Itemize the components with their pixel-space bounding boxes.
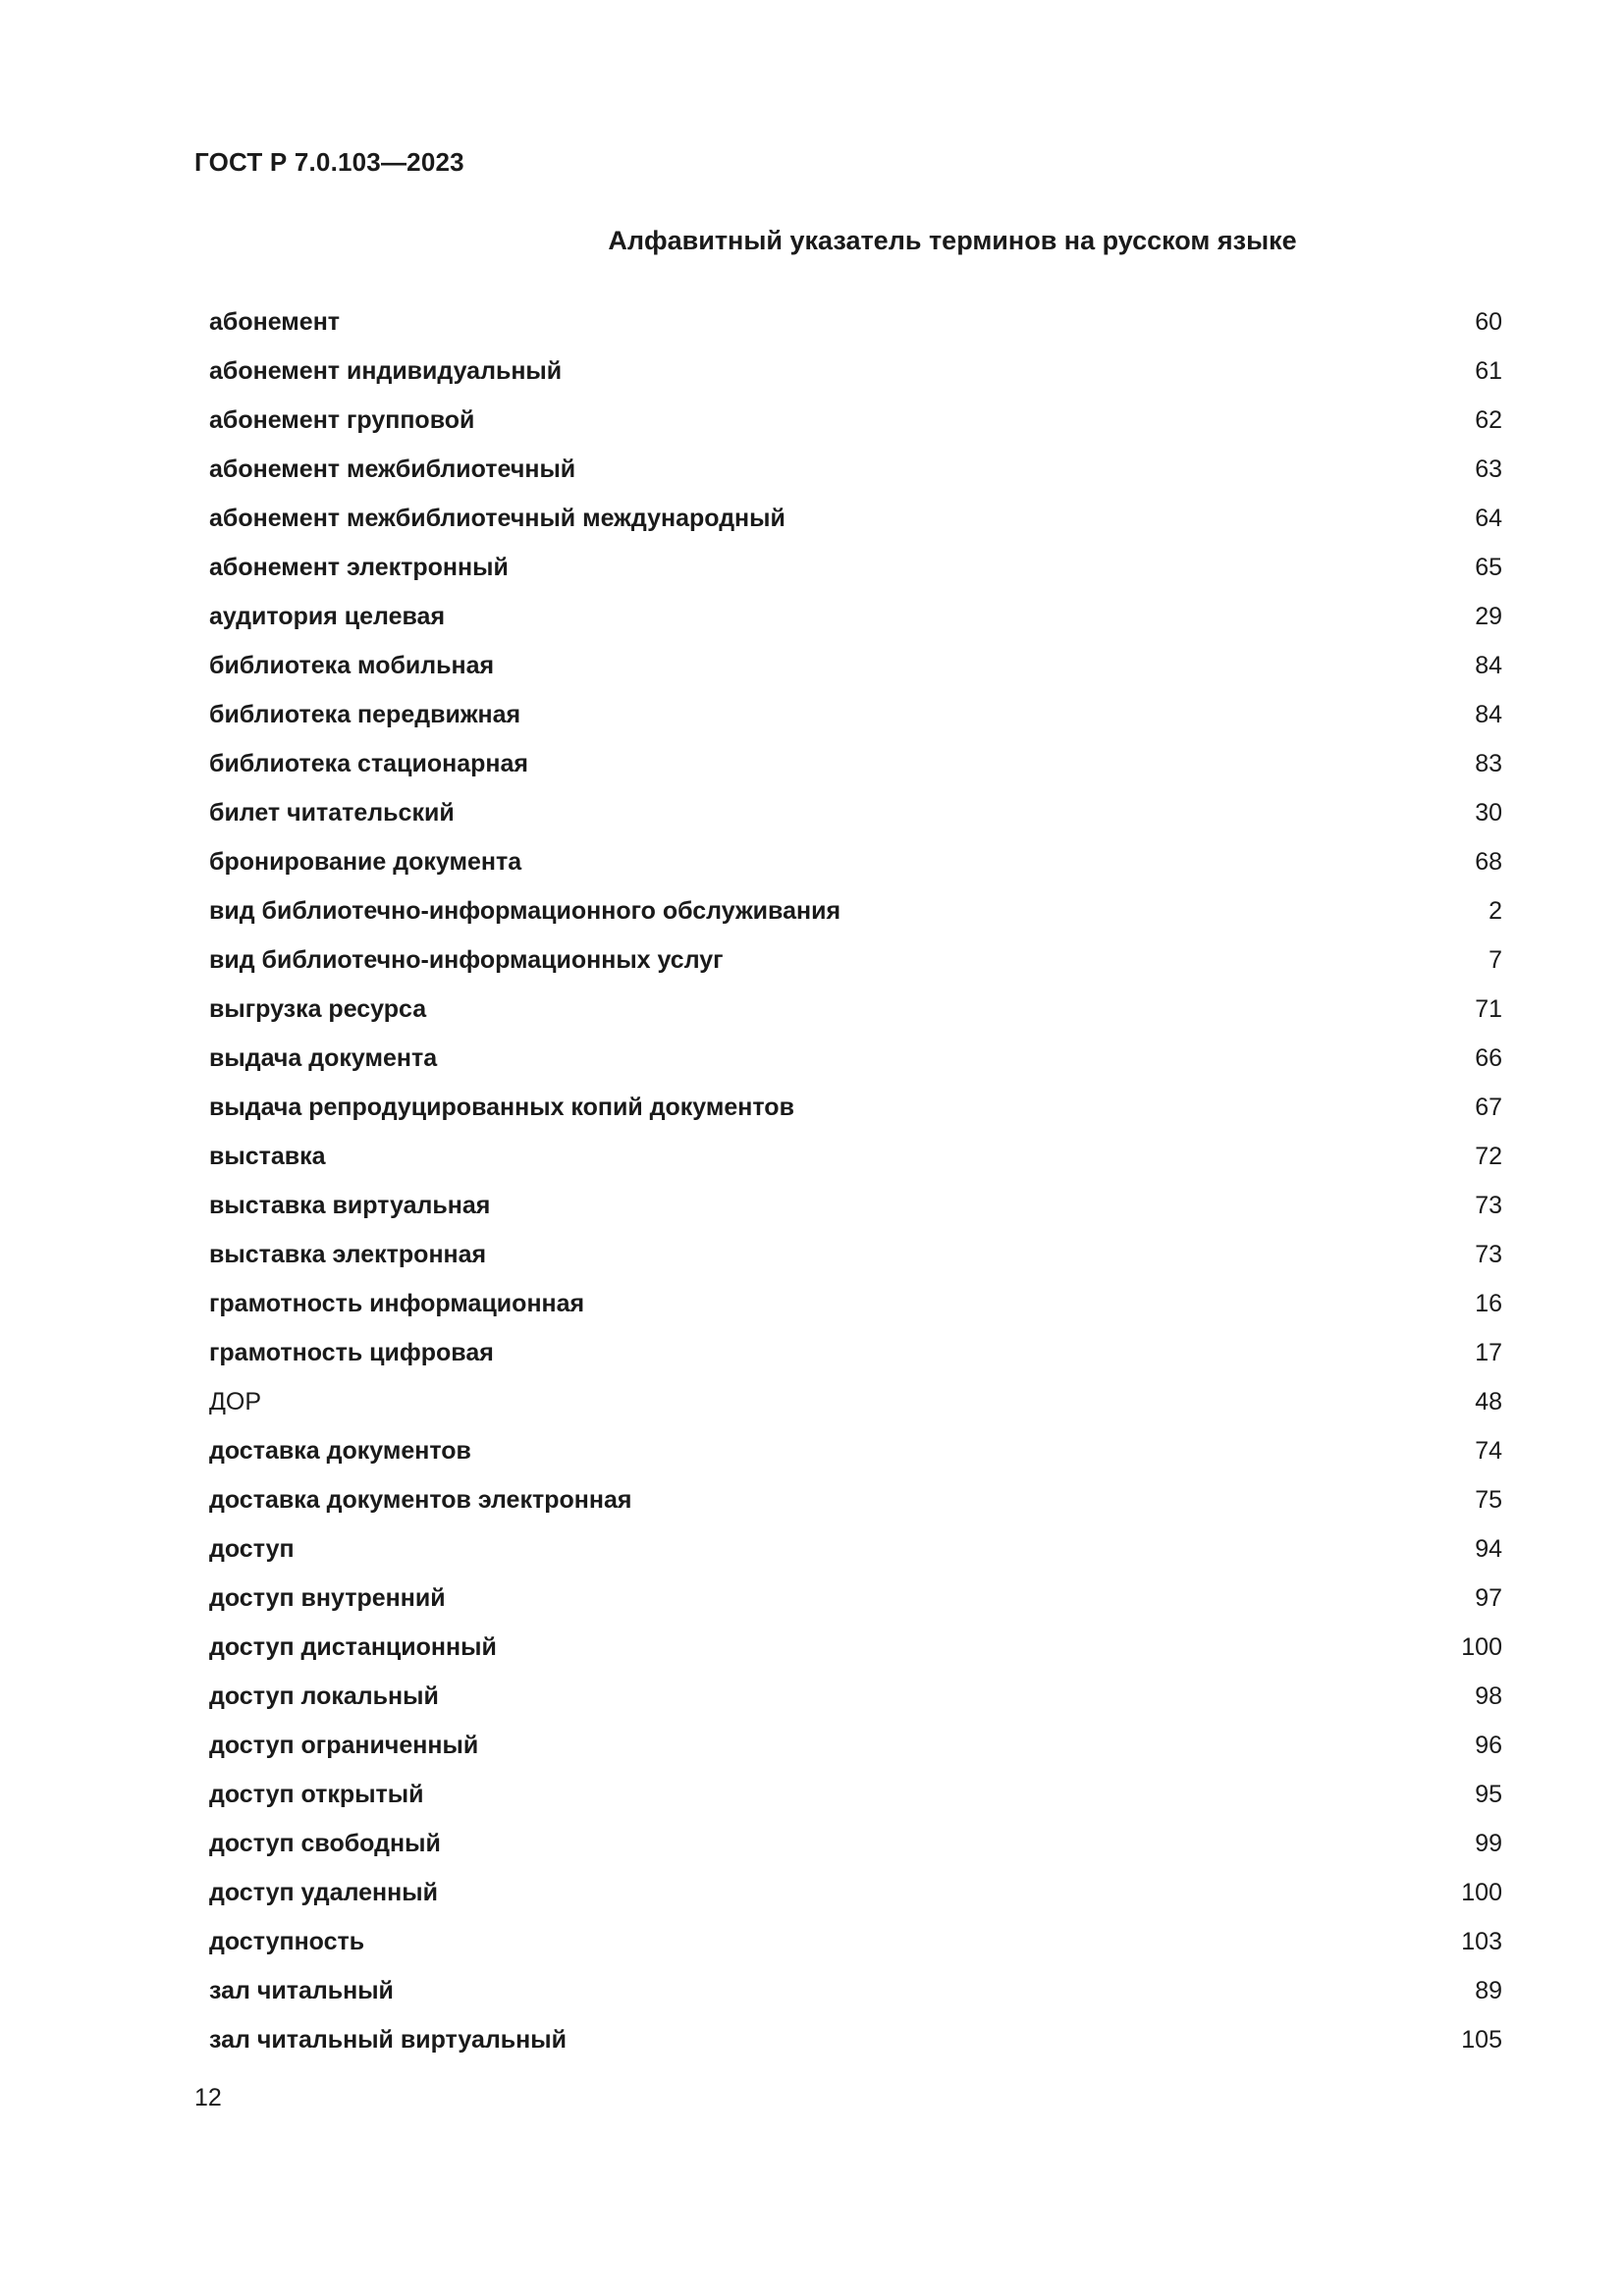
index-term-number: 64 xyxy=(1475,504,1502,532)
index-entry xyxy=(209,1819,1502,1868)
index-term: выставка виртуальная xyxy=(209,1191,491,1219)
index-entry xyxy=(209,592,1502,641)
page-number: 12 xyxy=(194,2084,222,2111)
index-term: ДОР xyxy=(209,1387,262,1415)
index-entry xyxy=(209,445,1502,494)
index-entry xyxy=(209,1524,1502,1574)
document-code: ГОСТ Р 7.0.103—2023 xyxy=(194,147,464,177)
index-term-number: 94 xyxy=(1475,1534,1502,1563)
index-term: доступ xyxy=(209,1534,295,1563)
index-entry xyxy=(209,1966,1502,2015)
index-entry xyxy=(209,2015,1502,2064)
index-term-number: 97 xyxy=(1475,1583,1502,1612)
index-entry xyxy=(209,1181,1502,1230)
index-entry xyxy=(209,1868,1502,1917)
index-term: абонемент групповой xyxy=(209,405,475,434)
index-entry xyxy=(209,494,1502,543)
index-entry xyxy=(209,347,1502,396)
index-term-number: 72 xyxy=(1475,1142,1502,1170)
index-term: библиотека стационарная xyxy=(209,749,528,777)
index-term: выставка электронная xyxy=(209,1240,487,1268)
index-term-number: 67 xyxy=(1475,1093,1502,1121)
index-entry xyxy=(209,1426,1502,1475)
index-entry xyxy=(209,1083,1502,1132)
index-term-number: 60 xyxy=(1475,307,1502,336)
index-term: библиотека мобильная xyxy=(209,651,495,679)
index-entry xyxy=(209,543,1502,592)
index-entry xyxy=(209,690,1502,739)
index-term-number: 96 xyxy=(1475,1731,1502,1759)
index-term: выдача репродуцированных копий документов xyxy=(209,1093,794,1121)
index-entry xyxy=(209,1132,1502,1181)
index-term: выгрузка ресурса xyxy=(209,994,427,1023)
index-entry xyxy=(209,837,1502,886)
index-term: доступ дистанционный xyxy=(209,1632,497,1661)
index-term-number: 89 xyxy=(1475,1976,1502,2004)
index-term: доставка документов xyxy=(209,1436,471,1465)
index-entry xyxy=(209,1034,1502,1083)
index-entry xyxy=(209,1328,1502,1377)
index-term: абонемент межбиблиотечный международный xyxy=(209,504,785,532)
index-term-number: 30 xyxy=(1475,798,1502,827)
index-term-number: 2 xyxy=(1489,896,1502,925)
index-entry xyxy=(209,396,1502,445)
index-entry xyxy=(209,1574,1502,1623)
index-term-number: 99 xyxy=(1475,1829,1502,1857)
index-term-number: 63 xyxy=(1475,454,1502,483)
index-term: зал читальный xyxy=(209,1976,394,2004)
index-term: доступ внутренний xyxy=(209,1583,446,1612)
index-term-number: 105 xyxy=(1461,2025,1502,2054)
index-term: выставка xyxy=(209,1142,326,1170)
index-term: аудитория целевая xyxy=(209,602,446,630)
index-term-number: 75 xyxy=(1475,1485,1502,1514)
index-term: доступ открытый xyxy=(209,1780,424,1808)
index-term-number: 73 xyxy=(1475,1240,1502,1268)
index-entry xyxy=(209,1377,1502,1426)
index-term-number: 100 xyxy=(1461,1878,1502,1906)
index-term: доставка документов электронная xyxy=(209,1485,632,1514)
index-term: доступ ограниченный xyxy=(209,1731,479,1759)
index-entry xyxy=(209,1721,1502,1770)
index-entry xyxy=(209,1230,1502,1279)
index-term: грамотность цифровая xyxy=(209,1338,494,1366)
index-entry xyxy=(209,1279,1502,1328)
index-title: Алфавитный указатель терминов на русском языке xyxy=(608,226,1297,255)
index-term: грамотность информационная xyxy=(209,1289,585,1317)
index-entry xyxy=(209,985,1502,1034)
index-term: абонемент электронный xyxy=(209,553,509,581)
index-entry xyxy=(209,935,1502,985)
index-term: библиотека передвижная xyxy=(209,700,521,728)
index-term-number: 66 xyxy=(1475,1043,1502,1072)
index-term-number: 61 xyxy=(1475,356,1502,385)
index-entry xyxy=(209,1623,1502,1672)
index-term: доступ удаленный xyxy=(209,1878,438,1906)
index-entry xyxy=(209,739,1502,788)
term-index-list xyxy=(209,297,1502,2064)
index-entry xyxy=(209,297,1502,347)
index-entry xyxy=(209,788,1502,837)
index-term: абонемент межбиблиотечный xyxy=(209,454,576,483)
index-term-number: 65 xyxy=(1475,553,1502,581)
index-entry xyxy=(209,1672,1502,1721)
index-term-number: 100 xyxy=(1461,1632,1502,1661)
index-term-number: 73 xyxy=(1475,1191,1502,1219)
index-term: абонемент xyxy=(209,307,341,336)
index-term-number: 84 xyxy=(1475,700,1502,728)
index-entry xyxy=(209,886,1502,935)
index-term: доступ свободный xyxy=(209,1829,441,1857)
index-term-number: 68 xyxy=(1475,847,1502,876)
index-term-number: 48 xyxy=(1475,1387,1502,1415)
index-term: доступность xyxy=(209,1927,365,1955)
index-term-number: 84 xyxy=(1475,651,1502,679)
index-term-number: 16 xyxy=(1475,1289,1502,1317)
index-entry xyxy=(209,1475,1502,1524)
index-term-number: 29 xyxy=(1475,602,1502,630)
index-term: бронирование документа xyxy=(209,847,522,876)
index-entry xyxy=(209,641,1502,690)
index-term-number: 83 xyxy=(1475,749,1502,777)
index-term: доступ локальный xyxy=(209,1682,439,1710)
index-term: зал читальный виртуальный xyxy=(209,2025,567,2054)
index-term-number: 98 xyxy=(1475,1682,1502,1710)
index-term: абонемент индивидуальный xyxy=(209,356,563,385)
index-term-number: 7 xyxy=(1489,945,1502,974)
index-term-number: 74 xyxy=(1475,1436,1502,1465)
index-term-number: 71 xyxy=(1475,994,1502,1023)
index-term: билет читательский xyxy=(209,798,455,827)
index-term: вид библиотечно-информационных услуг xyxy=(209,945,724,974)
index-term-number: 17 xyxy=(1475,1338,1502,1366)
index-entry xyxy=(209,1770,1502,1819)
index-term-number: 95 xyxy=(1475,1780,1502,1808)
index-term-number: 62 xyxy=(1475,405,1502,434)
index-term-number: 103 xyxy=(1461,1927,1502,1955)
index-entry xyxy=(209,1917,1502,1966)
index-term: вид библиотечно-информационного обслуживания xyxy=(209,896,841,925)
index-term: выдача документа xyxy=(209,1043,438,1072)
